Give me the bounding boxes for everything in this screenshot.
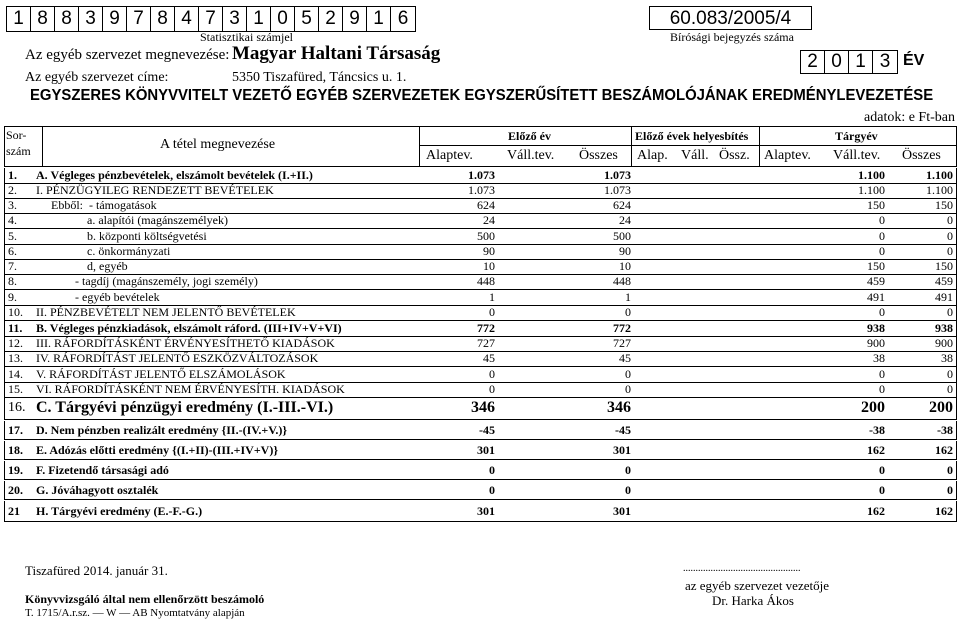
prev-alaptev-value: 0 — [489, 367, 495, 381]
stat-digit: 2 — [319, 7, 343, 31]
stat-digit: 8 — [55, 7, 79, 31]
curr-valltev-value: 200 — [861, 399, 885, 416]
row-left-border — [4, 183, 5, 198]
prev-alaptev-value: 301 — [477, 443, 495, 457]
row-right-border — [956, 305, 957, 320]
curr-valltev-value: 938 — [867, 321, 885, 335]
row-right-border — [956, 168, 957, 183]
row-label: E. Adózás előtti eredmény {(I.+II)-(III.+IV+V)} — [36, 443, 279, 457]
header-prev-valltev: Váll.tev. — [507, 148, 555, 163]
table-row — [4, 229, 957, 244]
prev-alaptev-value: 90 — [483, 244, 495, 258]
row-number: 17. — [8, 423, 23, 437]
table-row — [4, 213, 957, 228]
row-left-border — [4, 244, 5, 259]
prev-osszes-value: 0 — [625, 367, 631, 381]
table-row — [4, 320, 957, 336]
table-row — [4, 168, 957, 183]
row-right-border — [956, 382, 957, 397]
prev-alaptev-value: 45 — [483, 351, 495, 365]
court-number: 60.083/2005/4 — [649, 6, 812, 30]
row-right-border — [956, 481, 957, 499]
row-number: 3. — [8, 198, 17, 212]
unit-note: adatok: e Ft-ban — [864, 110, 955, 125]
curr-osszes-value: 150 — [935, 198, 953, 212]
row-label: G. Jóváhagyott osztalék — [36, 483, 159, 497]
signature-line: ............................................... — [683, 563, 801, 574]
header-sorszam-1: Sor- — [6, 128, 27, 142]
prev-osszes-value: 301 — [613, 504, 631, 518]
row-number: 9. — [8, 290, 17, 304]
row-left-border — [4, 305, 5, 320]
curr-valltev-value: 900 — [867, 336, 885, 350]
table-row — [4, 501, 957, 521]
header-adj-ossz: Össz. — [719, 148, 750, 163]
header-adj-vall: Váll. — [681, 148, 709, 163]
table-row — [4, 351, 957, 366]
curr-valltev-value: 0 — [879, 382, 885, 396]
header-adj-alap: Alap. — [637, 148, 668, 163]
year-digit: 3 — [879, 51, 891, 72]
row-right-border — [956, 336, 957, 351]
table-row — [4, 259, 957, 274]
header-prev-alaptev: Alaptev. — [426, 148, 473, 163]
prev-alaptev-value: 727 — [477, 336, 495, 350]
row-right-border — [956, 289, 957, 305]
place-date: Tiszafüred 2014. január 31. — [25, 563, 168, 578]
header-current-year: Tárgyév — [835, 129, 878, 143]
curr-osszes-value: -38 — [937, 423, 953, 437]
curr-osszes-value: 0 — [947, 367, 953, 381]
prev-osszes-value: 0 — [625, 305, 631, 319]
table-row — [4, 183, 957, 198]
row-left-border — [4, 336, 5, 351]
row-right-border — [956, 366, 957, 382]
org-address: 5350 Tiszafüred, Táncsics u. 1. — [232, 70, 407, 85]
stat-number-boxes — [6, 6, 416, 32]
header-prev-osszes: Összes — [579, 148, 618, 163]
row-right-border — [956, 320, 957, 336]
row-divider — [4, 479, 957, 480]
signer-title: az egyéb szervezet vezetője — [685, 578, 829, 593]
row-number: 5. — [8, 229, 17, 243]
row-label: VI. RÁFORDÍTÁSKÉNT NEM ÉRVÉNYESÍTH. KIADÁSOK — [36, 382, 345, 396]
header-curr-alaptev: Alaptev. — [764, 148, 811, 163]
row-label: A. Végleges pénzbevételek, elszámolt bevételek (I.+II.) — [36, 168, 313, 182]
curr-valltev-value: 0 — [879, 244, 885, 258]
stat-digit: 7 — [199, 7, 223, 31]
row-label: c. önkormányzati — [36, 244, 171, 258]
curr-osszes-value: 0 — [947, 382, 953, 396]
curr-valltev-value: 1.100 — [858, 183, 885, 197]
curr-valltev-value: 38 — [873, 351, 885, 365]
curr-valltev-value: 0 — [879, 463, 885, 477]
prev-osszes-value: 90 — [619, 244, 631, 258]
row-left-border — [4, 168, 5, 183]
table-row — [4, 382, 957, 397]
prev-osszes-value: 1.073 — [604, 183, 631, 197]
row-right-border — [956, 213, 957, 228]
row-right-border — [956, 421, 957, 439]
curr-osszes-value: 459 — [935, 274, 953, 288]
row-label: C. Tárgyévi pénzügyi eredmény (I.-III.-VI.) — [36, 399, 334, 416]
curr-valltev-value: 0 — [879, 229, 885, 243]
row-label: H. Tárgyévi eredmény (E.-F.-G.) — [36, 504, 203, 518]
row-number: 20. — [8, 483, 23, 497]
org-name: Magyar Haltani Társaság — [232, 43, 441, 64]
prev-osszes-value: 0 — [625, 382, 631, 396]
header-sorszam-2: szám — [6, 144, 31, 158]
year-boxes — [800, 50, 898, 74]
curr-osszes-value: 1.100 — [926, 168, 953, 182]
row-left-border — [4, 421, 5, 439]
prev-alaptev-value: 301 — [477, 504, 495, 518]
header-item-name: A tétel megnevezése — [160, 137, 276, 152]
table-row — [4, 289, 957, 305]
stat-digit: 3 — [223, 7, 247, 31]
table-row — [4, 397, 957, 419]
table-row — [4, 421, 957, 439]
stat-digit: 5 — [295, 7, 319, 31]
prev-alaptev-value: 346 — [471, 399, 495, 416]
curr-valltev-value: 491 — [867, 290, 885, 304]
prev-alaptev-value: 24 — [483, 213, 495, 227]
row-number: 11. — [8, 321, 23, 335]
header-curr-osszes: Összes — [902, 148, 941, 163]
prev-alaptev-value: 448 — [477, 274, 495, 288]
row-number: 21 — [8, 504, 20, 518]
court-caption: Bírósági bejegyzés száma — [670, 30, 794, 44]
row-label: - egyéb bevételek — [36, 290, 160, 304]
prev-alaptev-value: 0 — [489, 305, 495, 319]
year-digit: 2 — [801, 51, 825, 73]
curr-osszes-value: 200 — [929, 399, 953, 416]
prev-alaptev-value: 0 — [489, 463, 495, 477]
curr-osszes-value: 162 — [935, 443, 953, 457]
stat-digit: 9 — [103, 7, 127, 31]
row-number: 1. — [8, 168, 17, 182]
prev-alaptev-value: 500 — [477, 229, 495, 243]
curr-osszes-value: 162 — [935, 504, 953, 518]
prev-osszes-value: 1.073 — [604, 168, 631, 182]
org-address-label: Az egyéb szervezet címe: — [25, 70, 169, 85]
table-row — [4, 441, 957, 459]
curr-valltev-value: 150 — [867, 198, 885, 212]
row-label: B. Végleges pénzkiadások, elszámolt ráford. (III+IV+V+VI) — [36, 321, 342, 335]
row-number: 18. — [8, 443, 23, 457]
row-right-border — [956, 461, 957, 479]
stat-digit: 1 — [7, 7, 31, 31]
row-number: 13. — [8, 351, 23, 365]
row-label: IV. RÁFORDÍTÁST JELENTŐ ESZKÖZVÁLTOZÁSOK — [36, 351, 319, 365]
row-label: D. Nem pénzben realizált eredmény {II.-(IV.+V.)} — [36, 423, 288, 437]
stat-digit: 8 — [151, 7, 175, 31]
row-right-border — [956, 351, 957, 366]
row-left-border — [4, 229, 5, 244]
table-row — [4, 336, 957, 351]
stat-digit: 7 — [127, 7, 151, 31]
row-number: 19. — [8, 463, 23, 477]
curr-valltev-value: 162 — [867, 504, 885, 518]
row-number: 14. — [8, 367, 23, 381]
prev-osszes-value: 772 — [613, 321, 631, 335]
row-left-border — [4, 274, 5, 289]
row-right-border — [956, 441, 957, 459]
row-right-border — [956, 183, 957, 198]
row-left-border — [4, 213, 5, 228]
header-adjustments: Előző évek helyesbítés — [635, 129, 749, 143]
prev-osszes-value: 10 — [619, 259, 631, 273]
prev-osszes-value: 45 — [619, 351, 631, 365]
row-left-border — [4, 259, 5, 274]
prev-alaptev-value: 772 — [477, 321, 495, 335]
row-label: F. Fizetendő társasági adó — [36, 463, 169, 477]
row-number: 4. — [8, 213, 17, 227]
table-row — [4, 274, 957, 289]
prev-osszes-value: 1 — [625, 290, 631, 304]
curr-osszes-value: 1.100 — [926, 183, 953, 197]
curr-valltev-value: 162 — [867, 443, 885, 457]
row-label: II. PÉNZBEVÉTELT NEM JELENTŐ BEVÉTELEK — [36, 305, 296, 319]
row-number: 10. — [8, 305, 23, 319]
stat-digit: 4 — [175, 7, 199, 31]
curr-osszes-value: 0 — [947, 305, 953, 319]
year-digit: 0 — [825, 51, 849, 73]
curr-valltev-value: 0 — [879, 483, 885, 497]
table-row — [4, 305, 957, 320]
table-row — [4, 366, 957, 382]
row-left-border — [4, 198, 5, 213]
prev-osszes-value: 624 — [613, 198, 631, 212]
curr-valltev-value: 0 — [879, 305, 885, 319]
row-left-border — [4, 289, 5, 305]
stat-digit: 0 — [271, 7, 295, 31]
row-left-border — [4, 320, 5, 336]
prev-alaptev-value: 1.073 — [468, 183, 495, 197]
row-number: 7. — [8, 259, 17, 273]
prev-osszes-value: 346 — [607, 399, 631, 416]
curr-osszes-value: 0 — [947, 244, 953, 258]
row-left-border — [4, 366, 5, 382]
prev-alaptev-value: -45 — [479, 423, 495, 437]
org-name-label: Az egyéb szervezet megnevezése: — [25, 47, 230, 63]
row-left-border — [4, 461, 5, 479]
prev-alaptev-value: 1.073 — [468, 168, 495, 182]
row-number: 15. — [8, 382, 23, 396]
table-row — [4, 244, 957, 259]
row-divider — [4, 521, 957, 522]
row-right-border — [956, 259, 957, 274]
curr-osszes-value: 0 — [947, 213, 953, 227]
stat-digit: 1 — [247, 7, 271, 31]
prev-osszes-value: 0 — [625, 463, 631, 477]
row-right-border — [956, 229, 957, 244]
row-right-border — [956, 198, 957, 213]
curr-osszes-value: 150 — [935, 259, 953, 273]
prev-osszes-value: 448 — [613, 274, 631, 288]
curr-valltev-value: 0 — [879, 367, 885, 381]
row-number: 8. — [8, 274, 17, 288]
prev-alaptev-value: 10 — [483, 259, 495, 273]
table-row — [4, 461, 957, 479]
row-left-border — [4, 481, 5, 499]
stat-digit: 1 — [367, 7, 391, 31]
stat-digit: 8 — [31, 7, 55, 31]
row-label: III. RÁFORDÍTÁSKÉNT ÉRVÉNYESÍTHETŐ KIADÁSOK — [36, 336, 335, 350]
curr-valltev-value: 459 — [867, 274, 885, 288]
prev-osszes-value: 301 — [613, 443, 631, 457]
row-right-border — [956, 397, 957, 419]
row-label: - tagdíj (magánszemély, jogi személy) — [36, 274, 258, 288]
signer-name: Dr. Harka Ákos — [712, 593, 794, 608]
stat-digit: 9 — [343, 7, 367, 31]
row-label: d, egyéb — [36, 259, 128, 273]
row-label: V. RÁFORDÍTÁST JELENTŐ ELSZÁMOLÁSOK — [36, 367, 286, 381]
stat-digit: 6 — [397, 8, 409, 29]
curr-osszes-value: 938 — [935, 321, 953, 335]
curr-valltev-value: 150 — [867, 259, 885, 273]
curr-osszes-value: 0 — [947, 463, 953, 477]
curr-valltev-value: 0 — [879, 213, 885, 227]
row-label: a. alapítói (magánszemélyek) — [36, 213, 228, 227]
prev-alaptev-value: 1 — [489, 290, 495, 304]
prev-osszes-value: 0 — [625, 483, 631, 497]
table-row — [4, 481, 957, 499]
stat-digit: 3 — [79, 7, 103, 31]
row-left-border — [4, 501, 5, 521]
row-divider — [4, 439, 957, 440]
row-number: 2. — [8, 183, 17, 197]
stat-caption: Statisztikai számjel — [200, 30, 293, 44]
curr-valltev-value: -38 — [869, 423, 885, 437]
document-title: EGYSZERES KÖNYVVITELT VEZETŐ EGYÉB SZERVEZETEK EGYSZERŰSÍTETT BESZÁMOLÓJÁNAK EREDMÉNYLEVEZETÉSE — [30, 87, 934, 104]
audit-note: Könyvvizsgáló által nem ellenőrzött beszámoló — [25, 592, 265, 606]
prev-alaptev-value: 0 — [489, 382, 495, 396]
row-label: I. PÉNZÜGYILEG RENDEZETT BEVÉTELEK — [36, 183, 274, 197]
curr-osszes-value: 0 — [947, 483, 953, 497]
row-right-border — [956, 501, 957, 521]
row-left-border — [4, 397, 5, 419]
prev-alaptev-value: 0 — [489, 483, 495, 497]
row-right-border — [956, 244, 957, 259]
header-prev-year: Előző év — [508, 129, 551, 143]
year-digit: 1 — [849, 51, 873, 73]
row-left-border — [4, 382, 5, 397]
curr-valltev-value: 1.100 — [858, 168, 885, 182]
prev-alaptev-value: 624 — [477, 198, 495, 212]
table-row — [4, 198, 957, 213]
curr-osszes-value: 900 — [935, 336, 953, 350]
prev-osszes-value: -45 — [615, 423, 631, 437]
row-number: 16. — [8, 400, 26, 415]
row-number: 6. — [8, 244, 17, 258]
header-curr-valltev: Váll.tev. — [833, 148, 881, 163]
prev-osszes-value: 500 — [613, 229, 631, 243]
row-label: Ebből: - támogatások — [36, 198, 157, 212]
form-note: T. 1715/A.r.sz. — W — AB Nyomtatvány alapján — [25, 607, 245, 619]
row-divider — [4, 459, 957, 460]
curr-osszes-value: 491 — [935, 290, 953, 304]
prev-osszes-value: 727 — [613, 336, 631, 350]
curr-osszes-value: 38 — [941, 351, 953, 365]
row-number: 12. — [8, 336, 23, 350]
prev-osszes-value: 24 — [619, 213, 631, 227]
row-right-border — [956, 274, 957, 289]
row-label: b. központi költségvetési — [36, 229, 207, 243]
row-left-border — [4, 441, 5, 459]
row-divider — [4, 419, 957, 420]
row-left-border — [4, 351, 5, 366]
curr-osszes-value: 0 — [947, 229, 953, 243]
year-label: ÉV — [903, 52, 925, 69]
row-divider — [4, 499, 957, 500]
